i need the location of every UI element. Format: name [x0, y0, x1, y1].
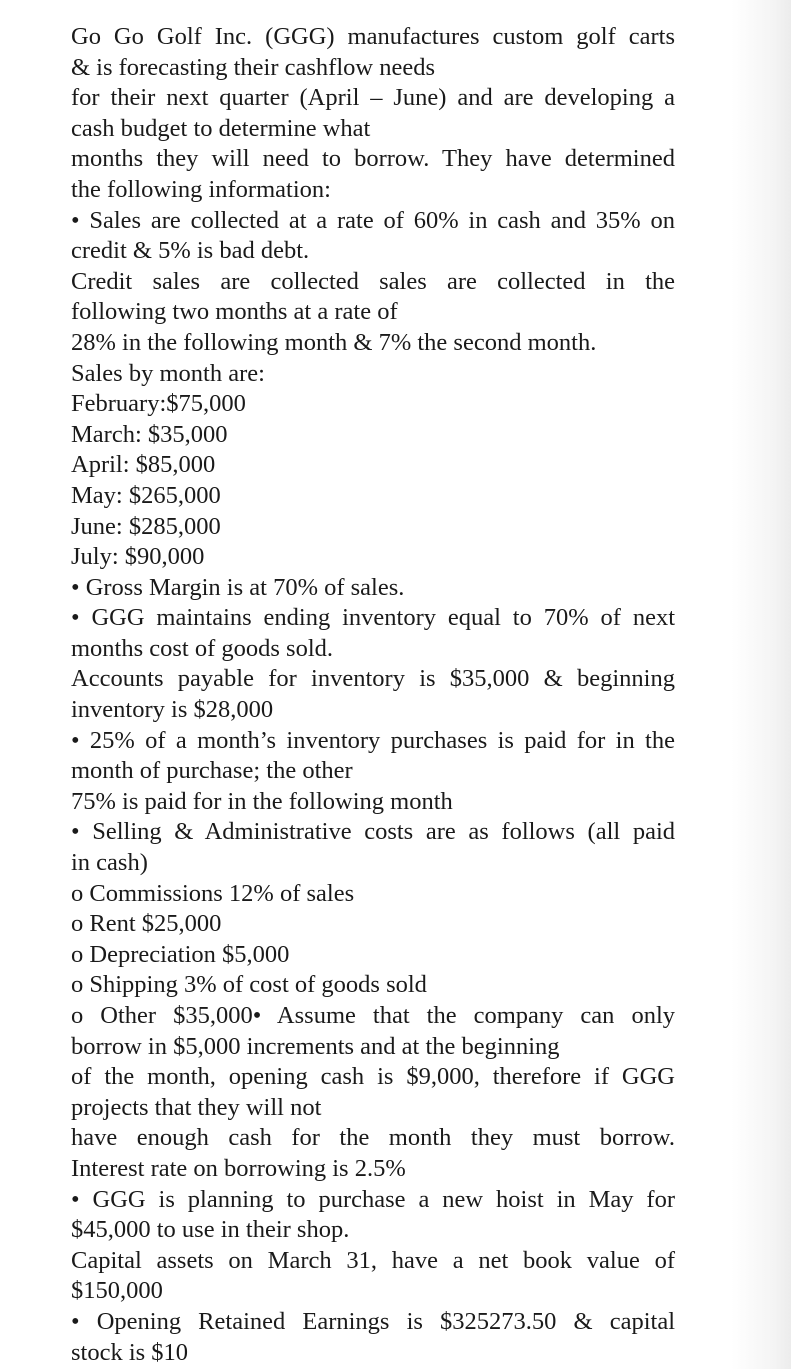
text-line: 28% in the following month & 7% the second month. [71, 328, 597, 356]
text-line: inventory is $28,000 [71, 696, 274, 724]
text-line: July: $90,000 [71, 543, 205, 571]
text-line: • 25% of a month’s inventory purchases is paid for in the [71, 726, 675, 754]
text-line: in cash) [71, 849, 148, 877]
text-line: $45,000 to use in their shop. [71, 1216, 350, 1244]
text-line: borrow in $5,000 increments and at the beginning [71, 1032, 560, 1060]
text-line: $150,000 [71, 1277, 163, 1305]
text-line: credit & 5% is bad debt. [71, 237, 310, 265]
text-line: stock is $10 [71, 1338, 189, 1366]
text-line: month of purchase; the other [71, 757, 353, 785]
text-line: o Depreciation $5,000 [71, 940, 290, 968]
text-line: the following information: [71, 175, 331, 203]
text-line: • GGG is planning to purchase a new hoist in May for [71, 1185, 675, 1213]
text-line: of the month, opening cash is $9,000, therefore if GGG [71, 1063, 675, 1091]
text-line: • Selling & Administrative costs are as follows (all paid [71, 818, 675, 846]
text-line: March: $35,000 [71, 420, 228, 448]
text-line: following two months at a rate of [71, 298, 398, 326]
text-line: o Commissions 12% of sales [71, 879, 355, 907]
text-line: projects that they will not [71, 1093, 322, 1121]
text-line: • GGG maintains ending inventory equal to 70% of next [71, 604, 675, 632]
text-line: months they will need to borrow. They have determined [71, 145, 675, 173]
text-line: o Rent $25,000 [71, 910, 222, 938]
text-line: • Sales are collected at a rate of 60% in cash and 35% on [71, 206, 675, 234]
text-line: Sales by month are: [71, 359, 265, 387]
text-line: for their next quarter (April – June) and are developing a [71, 84, 675, 112]
text-line: April: $85,000 [71, 451, 216, 479]
page-edge-shadow [731, 0, 791, 1369]
text-line: • Gross Margin is at 70% of sales. [71, 573, 405, 601]
text-line: May: $265,000 [71, 481, 221, 509]
text-line: • Opening Retained Earnings is $325273.50 & capital [71, 1307, 675, 1335]
text-line: have enough cash for the month they must borrow. [71, 1124, 675, 1152]
text-line: months cost of goods sold. [71, 634, 334, 662]
text-line: February:$75,000 [71, 390, 246, 418]
text-line: Capital assets on March 31, have a net book value of [71, 1246, 675, 1274]
text-line: Interest rate on borrowing is 2.5% [71, 1154, 406, 1182]
text-line: Credit sales are collected sales are collected in the [71, 267, 675, 295]
text-line: 75% is paid for in the following month [71, 787, 453, 815]
text-line: cash budget to determine what [71, 114, 371, 142]
text-line: Accounts payable for inventory is $35,000 & beginning [71, 665, 675, 693]
text-line: o Shipping 3% of cost of goods sold [71, 971, 427, 999]
text-line: June: $285,000 [71, 512, 221, 540]
problem-text [71, 22, 675, 1368]
text-line: Go Go Golf Inc. (GGG) manufactures custom golf carts [71, 23, 675, 50]
text-line: & is forecasting their cashflow needs [71, 53, 435, 81]
text-line: o Other $35,000• Assume that the company can only [71, 1002, 675, 1029]
